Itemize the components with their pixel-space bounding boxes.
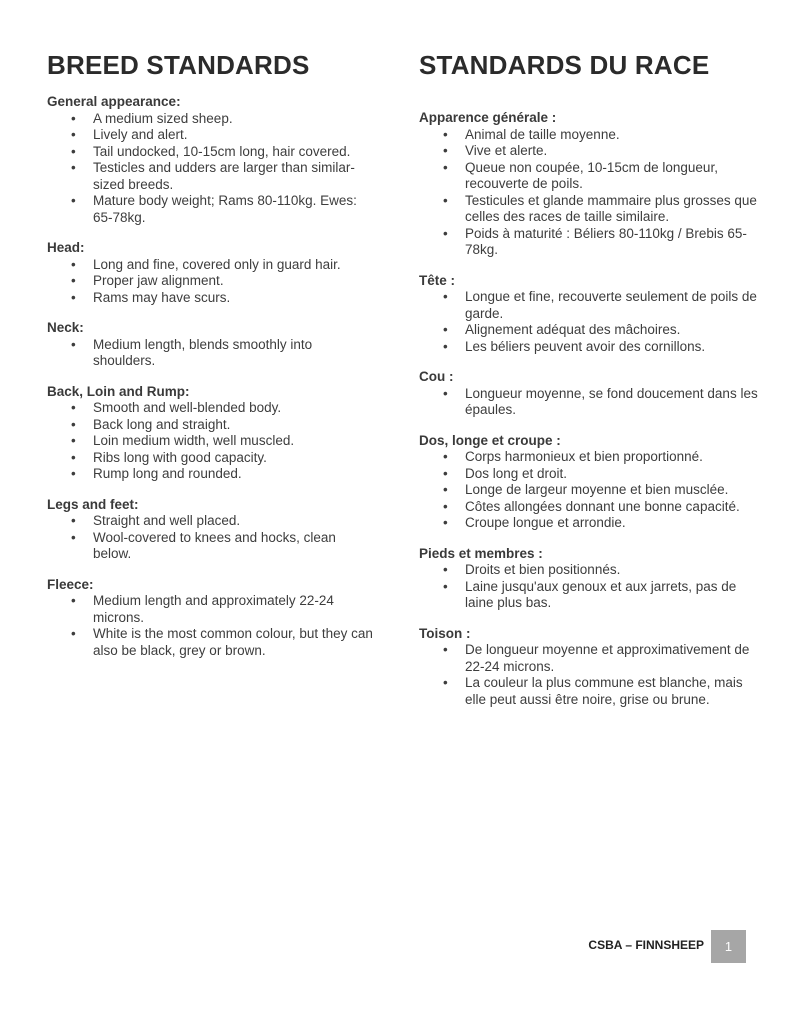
section-heading: General appearance:: [47, 94, 181, 109]
bullet-list: [47, 257, 377, 307]
list-item: • Tail undocked, 10-15cm long, hair covered.: [47, 144, 377, 161]
list-item: • Wool-covered to knees and hocks, clean below.: [47, 530, 377, 563]
bullet-list: [47, 111, 377, 227]
list-item: • White is the most common colour, but they can also be black, grey or brown.: [47, 626, 377, 659]
list-item: • Alignement adéquat des mâchoires.: [419, 322, 759, 339]
bullet-list: [47, 513, 377, 563]
bullet-list: [47, 593, 377, 659]
list-item: • Loin medium width, well muscled.: [47, 433, 377, 450]
section: [419, 273, 759, 356]
bullet-list: [419, 289, 759, 355]
list-item: • Longe de largeur moyenne et bien musclée.: [419, 482, 759, 499]
list-item: • Poids à maturité : Béliers 80-110kg / Brebis 65-78kg.: [419, 226, 759, 259]
section: [419, 433, 759, 532]
french-column: [419, 48, 759, 722]
list-item: • Long and fine, covered only in guard hair.: [47, 257, 377, 274]
section-heading: Cou :: [419, 369, 454, 384]
list-item: • Corps harmonieux et bien proportionné.: [419, 449, 759, 466]
list-item: • Vive et alerte.: [419, 143, 759, 160]
list-item: • Medium length and approximately 22-24 microns.: [47, 593, 377, 626]
section: [419, 546, 759, 612]
list-item: • Côtes allongées donnant une bonne capacité.: [419, 499, 759, 516]
section-heading: Toison :: [419, 625, 471, 641]
bullet-list: [47, 337, 377, 370]
section: [419, 626, 759, 709]
list-item: • Les béliers peuvent avoir des cornillons.: [419, 339, 759, 356]
section: [47, 577, 377, 660]
section: [419, 110, 759, 259]
list-item: • A medium sized sheep.: [47, 111, 377, 128]
french-sections: [419, 110, 759, 708]
list-item: • Lively and alert.: [47, 127, 377, 144]
section: [419, 369, 759, 419]
list-item: • Animal de taille moyenne.: [419, 127, 759, 144]
list-item: • Longueur moyenne, se fond doucement dans les épaules.: [419, 386, 759, 419]
list-item: • Dos long et droit.: [419, 466, 759, 483]
section: [47, 94, 377, 226]
bullet-list: [419, 642, 759, 708]
list-item: • Proper jaw alignment.: [47, 273, 377, 290]
section-heading: Neck:: [47, 320, 84, 335]
section-heading: Head:: [47, 240, 85, 255]
list-item: • Ribs long with good capacity.: [47, 450, 377, 467]
list-item: • Mature body weight; Rams 80-110kg. Ewes: 65-78kg.: [47, 193, 377, 226]
page-number-badge: 1: [711, 930, 746, 963]
list-item: • La couleur la plus commune est blanche, mais elle peut aussi être noire, grise ou brune.: [419, 675, 759, 708]
list-item: • Laine jusqu'aux genoux et aux jarrets, pas de laine plus bas.: [419, 579, 759, 612]
section-heading: Pieds et membres :: [419, 545, 543, 561]
english-title: BREED STANDARDS: [47, 50, 310, 80]
list-item: • Droits et bien positionnés.: [419, 562, 759, 579]
list-item: • Straight and well placed.: [47, 513, 377, 530]
bullet-list: [419, 386, 759, 419]
section-heading: Tête :: [419, 272, 456, 288]
section-heading: Dos, longe et croupe :: [419, 432, 561, 448]
footer-text: CSBA – FINNSHEEP: [588, 938, 704, 952]
section: [47, 384, 377, 483]
bullet-list: [47, 400, 377, 483]
english-sections: [47, 94, 377, 659]
list-item: • Testicules et glande mammaire plus grosses que celles des races de taille similaire.: [419, 193, 759, 226]
section-heading: Fleece:: [47, 576, 94, 592]
section-heading: Legs and feet:: [47, 496, 139, 512]
list-item: • Rump long and rounded.: [47, 466, 377, 483]
bullet-list: [419, 127, 759, 259]
list-item: • Rams may have scurs.: [47, 290, 377, 307]
section: [47, 497, 377, 563]
page-footer: [560, 930, 746, 963]
section-heading: Back, Loin and Rump:: [47, 383, 190, 399]
bullet-list: [419, 562, 759, 612]
list-item: • Smooth and well-blended body.: [47, 400, 377, 417]
french-title: STANDARDS DU RACE: [419, 50, 710, 80]
list-item: • Back long and straight.: [47, 417, 377, 434]
list-item: • Croupe longue et arrondie.: [419, 515, 759, 532]
english-column: [47, 48, 377, 673]
section: [47, 240, 377, 306]
bullet-list: [419, 449, 759, 532]
section: [47, 320, 377, 370]
list-item: • De longueur moyenne et approximativement de 22-24 microns.: [419, 642, 759, 675]
section-heading: Apparence générale :: [419, 110, 557, 125]
list-item: • Longue et fine, recouverte seulement de poils de garde.: [419, 289, 759, 322]
list-item: • Medium length, blends smoothly into shoulders.: [47, 337, 377, 370]
list-item: • Queue non coupée, 10-15cm de longueur, recouverte de poils.: [419, 160, 759, 193]
list-item: • Testicles and udders are larger than similar-sized breeds.: [47, 160, 377, 193]
